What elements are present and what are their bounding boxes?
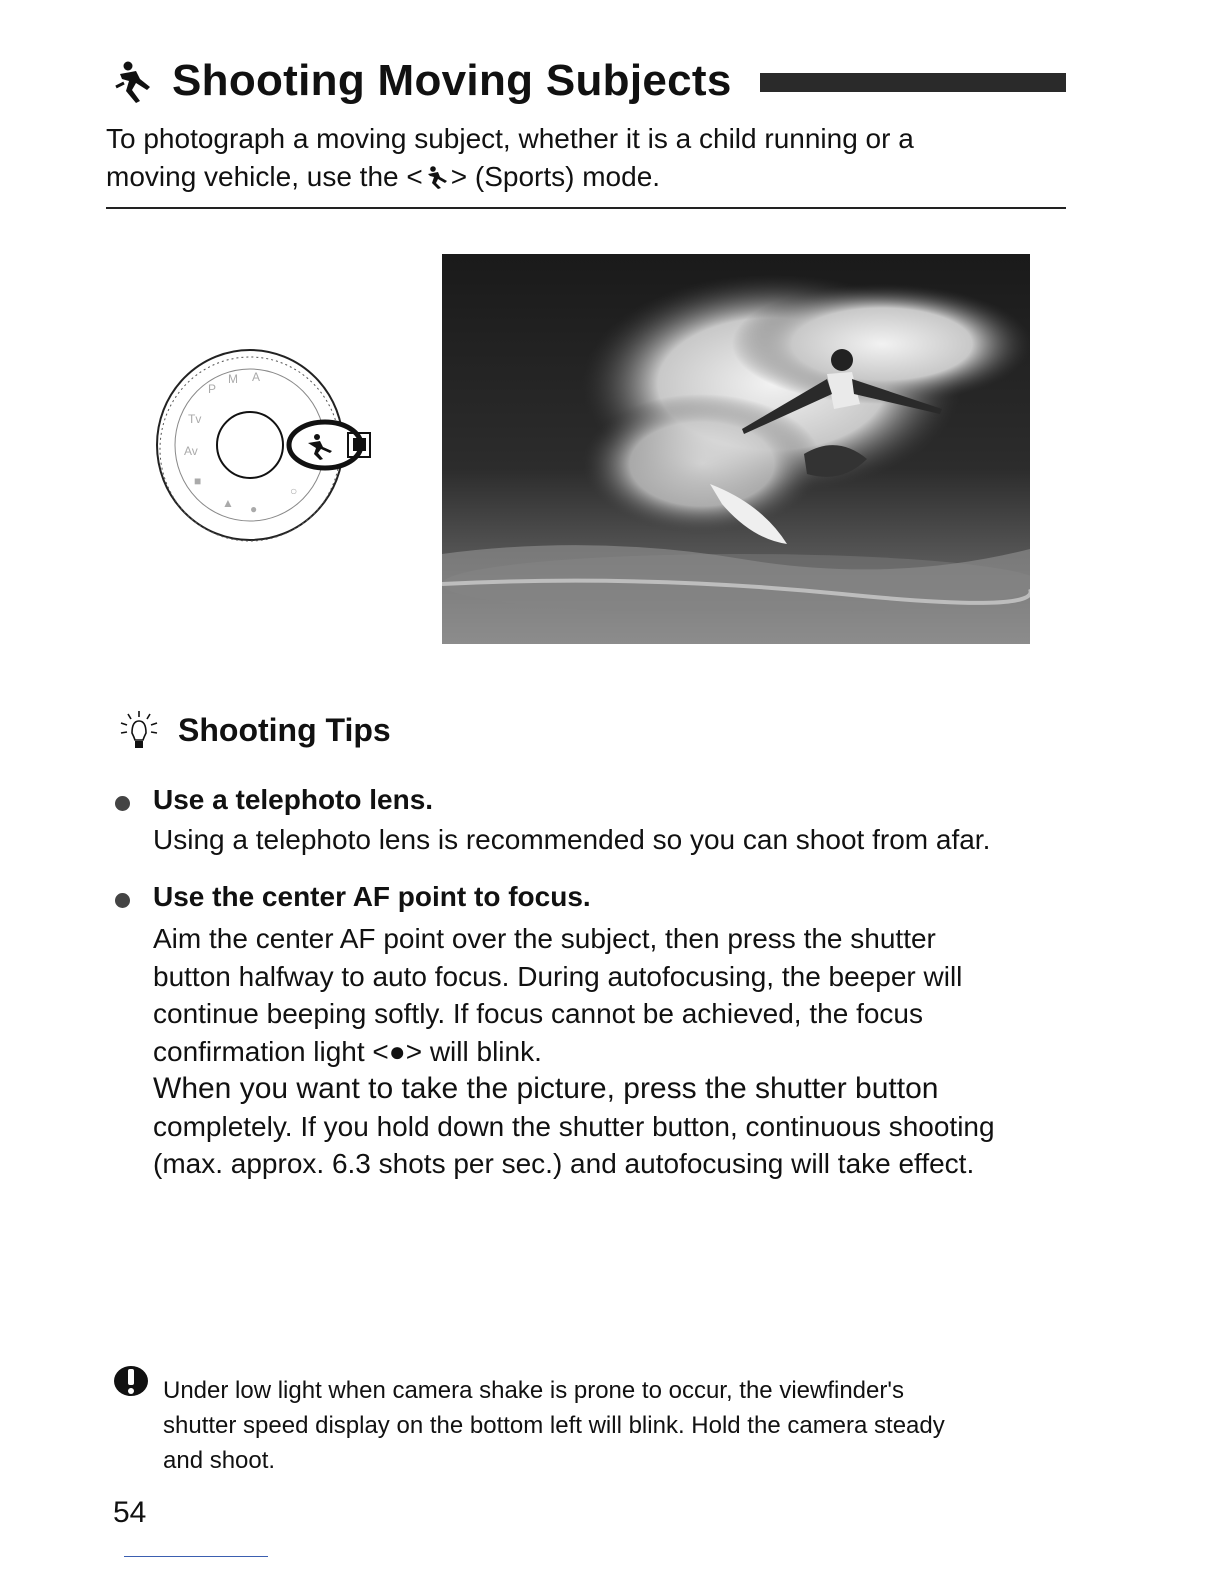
caution-note [163, 1373, 945, 1478]
tip-2-line: button halfway to auto focus. During autofocusing, the beeper will [153, 960, 963, 992]
tip-2-extra-line: When you want to take the picture, press the shutter button [153, 1072, 939, 1105]
surfer-photo [442, 254, 1030, 644]
caution-icon [112, 1364, 150, 1398]
sports-mode-inline-icon [423, 165, 451, 189]
bullet-icon [115, 796, 130, 811]
tip-1-title: Use a telephoto lens. [153, 784, 434, 815]
intro-line-2 [106, 158, 1086, 196]
intro-line-2-after: > (Sports) mode. [450, 161, 661, 192]
tip-1-line: Using a telephoto lens is recommended so you can shoot from afar. [153, 824, 991, 855]
tip-2-extra [153, 1070, 995, 1183]
caution-line: and shoot. [163, 1447, 276, 1474]
tip-2-line: Aim the center AF point over the subject, then press the shutter [153, 923, 936, 954]
tip-1-body [153, 821, 990, 859]
sports-mode-icon [110, 57, 158, 105]
tips-heading [118, 706, 391, 754]
title-row [110, 50, 732, 112]
tips-title: Shooting Tips [178, 711, 391, 748]
svg-text:A: A [252, 370, 261, 384]
title-decor-bar [760, 73, 1066, 92]
lightbulb-icon [118, 709, 160, 751]
bullet-icon [115, 893, 130, 908]
tip-2-line: continue beeping softly. If focus cannot be achieved, the focus [153, 998, 923, 1029]
intro-line-2-before: moving vehicle, use the < [106, 161, 423, 192]
intro-paragraph [106, 120, 1086, 196]
svg-text:Av: Av [184, 444, 198, 458]
tip-2-body [153, 920, 962, 1070]
svg-text:Tv: Tv [188, 412, 202, 426]
section-divider [106, 207, 1066, 209]
svg-text:○: ○ [290, 484, 298, 498]
tip-2-extra-line: (max. approx. 6.3 shots per sec.) and autofocusing will take effect. [153, 1148, 975, 1179]
svg-text:■: ■ [194, 474, 202, 488]
svg-text:P: P [208, 382, 217, 396]
tip-2-title: Use the center AF point to focus. [153, 881, 591, 912]
mode-dial-illustration [150, 345, 400, 555]
tip-2-line: confirmation light <●> will blink. [153, 1035, 542, 1067]
caution-line: Under low light when camera shake is prone to occur, the viewfinder's [163, 1377, 904, 1404]
page-number: 54 [113, 1496, 147, 1529]
caution-line: shutter speed display on the bottom left will blink. Hold the camera steady [163, 1412, 945, 1439]
intro-line-1: To photograph a moving subject, whether it is a child running or a [106, 123, 914, 154]
tip-2-extra-line: completely. If you hold down the shutter button, continuous shooting [153, 1110, 995, 1142]
footer-line [124, 1556, 268, 1557]
svg-text:M: M [228, 372, 238, 386]
svg-text:●: ● [250, 502, 258, 516]
svg-text:▲: ▲ [222, 496, 234, 510]
page-title: Shooting Moving Subjects [172, 56, 732, 105]
